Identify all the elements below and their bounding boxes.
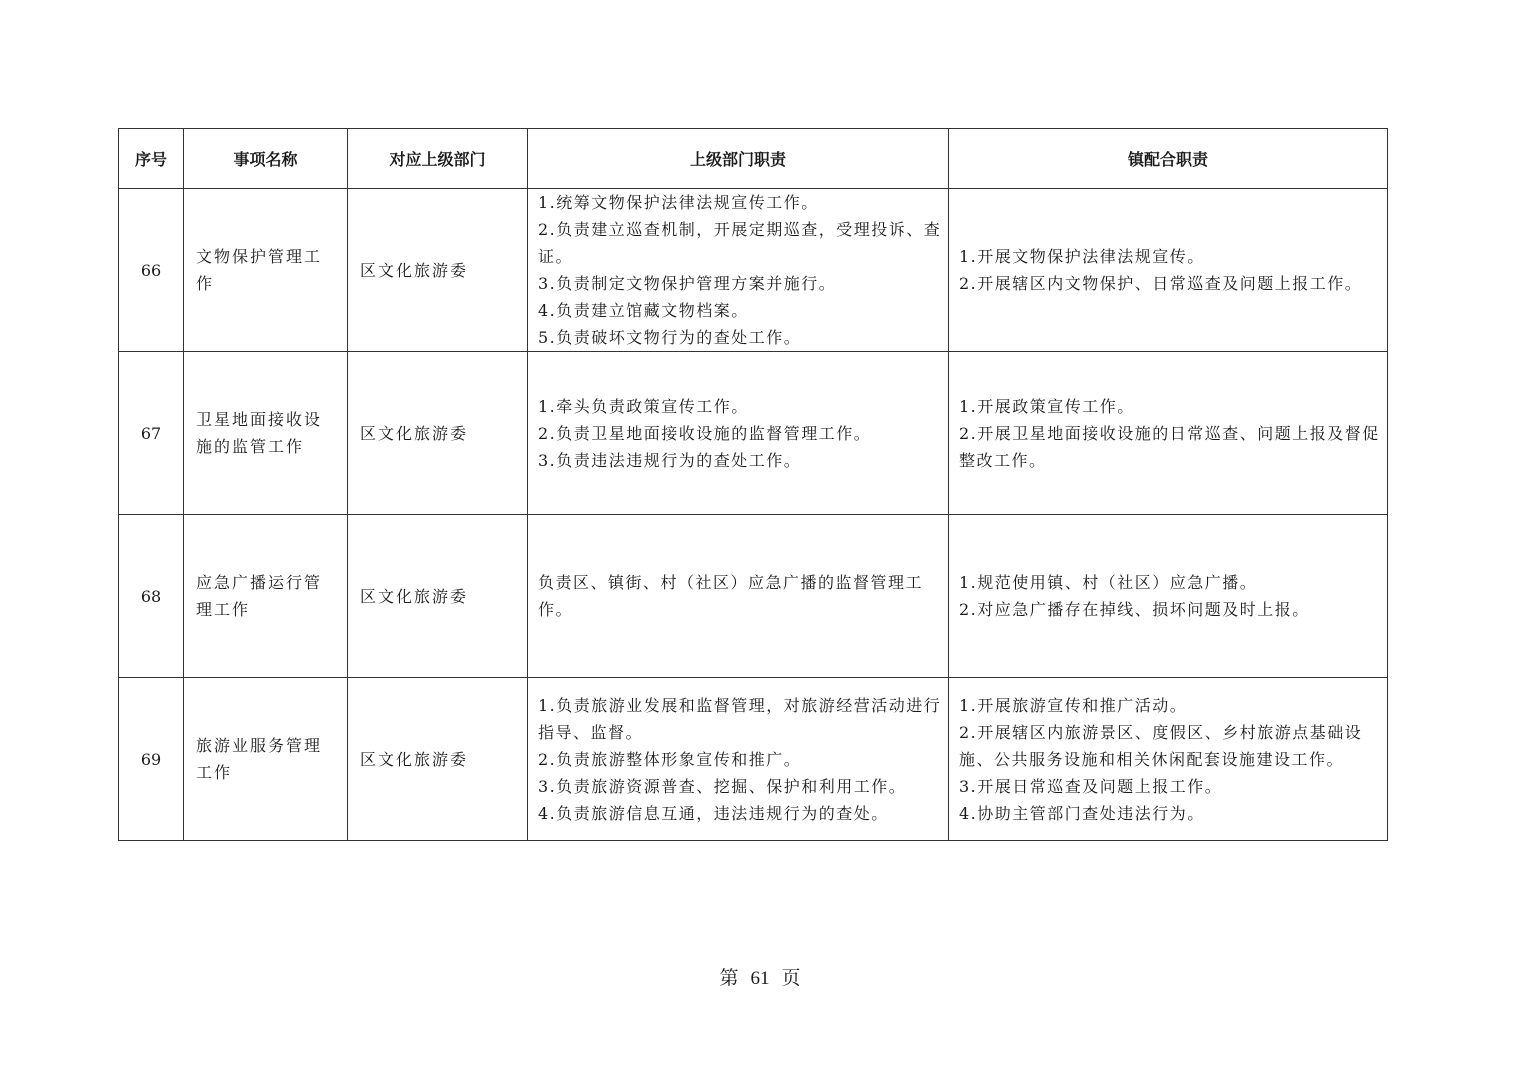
duty-line: 1.负责旅游业发展和监督管理，对旅游经营活动进行指导、监督。 (538, 695, 942, 742)
upper-dept: 区文化旅游委 (348, 515, 528, 678)
duty-line: 1.牵头负责政策宣传工作。 (538, 396, 749, 416)
duty-table (118, 128, 1388, 841)
upper-duty (528, 352, 949, 515)
duty-line: 2.开展辖区内旅游景区、度假区、乡村旅游点基础设施、公共服务设施和相关休闲配套设施建设工作。 (959, 722, 1363, 769)
upper-dept: 区文化旅游委 (348, 352, 528, 515)
duty-line: 3.负责制定文物保护管理方案并施行。 (538, 274, 837, 293)
duty-line: 2.负责卫星地面接收设施的监督管理工作。 (538, 423, 872, 443)
duty-line: 1.统筹文物保护法律法规宣传工作。 (538, 193, 819, 212)
header-item-name: 事项名称 (184, 129, 348, 189)
duty-line: 2.对应急广播存在掉线、损坏问题及时上报。 (959, 600, 1310, 619)
page-prefix: 第 (719, 968, 739, 989)
duty-line: 3.开展日常巡查及问题上报工作。 (959, 776, 1223, 796)
row-number: 68 (119, 515, 184, 678)
page-footer (0, 963, 1520, 990)
duty-line: 2.负责旅游整体形象宣传和推广。 (538, 749, 802, 769)
duty-line: 1.规范使用镇、村（社区）应急广播。 (959, 573, 1258, 592)
table-header-row (119, 129, 1388, 189)
table-row (119, 515, 1388, 678)
header-town-duty: 镇配合职责 (949, 129, 1388, 189)
table-row (119, 678, 1388, 841)
item-name: 文物保护管理工作 (184, 189, 348, 352)
town-duty (949, 515, 1388, 678)
duty-line: 3.负责旅游资源普查、挖掘、保护和利用工作。 (538, 776, 907, 796)
table-row (119, 189, 1388, 352)
header-seq: 序号 (119, 129, 184, 189)
duty-line: 2.开展卫星地面接收设施的日常巡查、问题上报及督促整改工作。 (959, 423, 1380, 470)
row-number: 69 (119, 678, 184, 841)
duty-line: 4.负责旅游信息互通，违法违规行为的查处。 (538, 803, 889, 823)
duty-line: 1.开展旅游宣传和推广活动。 (959, 695, 1188, 715)
town-duty (949, 352, 1388, 515)
upper-duty (528, 189, 949, 352)
table-row (119, 352, 1388, 515)
duty-line: 4.协助主管部门查处违法行为。 (959, 803, 1205, 823)
town-duty (949, 678, 1388, 841)
duty-line: 4.负责建立馆藏文物档案。 (538, 301, 749, 320)
upper-duty (528, 678, 949, 841)
duty-line: 3.负责违法违规行为的查处工作。 (538, 450, 802, 470)
upper-duty (528, 515, 949, 678)
header-upper-duty: 上级部门职责 (528, 129, 949, 189)
upper-dept: 区文化旅游委 (348, 678, 528, 841)
page-suffix: 页 (781, 968, 801, 989)
item-name: 应急广播运行管理工作 (184, 515, 348, 678)
town-duty (949, 189, 1388, 352)
duty-line: 1.开展政策宣传工作。 (959, 396, 1135, 416)
header-upper-dept: 对应上级部门 (348, 129, 528, 189)
item-name: 旅游业服务管理工作 (184, 678, 348, 841)
item-name: 卫星地面接收设施的监管工作 (184, 352, 348, 515)
row-number: 67 (119, 352, 184, 515)
page-number: 61 (750, 968, 770, 989)
duty-line: 1.开展文物保护法律法规宣传。 (959, 247, 1205, 266)
duty-line: 5.负责破坏文物行为的查处工作。 (538, 328, 802, 347)
duty-line: 负责区、镇街、村（社区）应急广播的监督管理工作。 (538, 573, 924, 619)
duty-line: 2.负责建立巡查机制，开展定期巡查，受理投诉、查证。 (538, 220, 942, 266)
upper-dept: 区文化旅游委 (348, 189, 528, 352)
duty-line: 2.开展辖区内文物保护、日常巡查及问题上报工作。 (959, 274, 1363, 293)
row-number: 66 (119, 189, 184, 352)
